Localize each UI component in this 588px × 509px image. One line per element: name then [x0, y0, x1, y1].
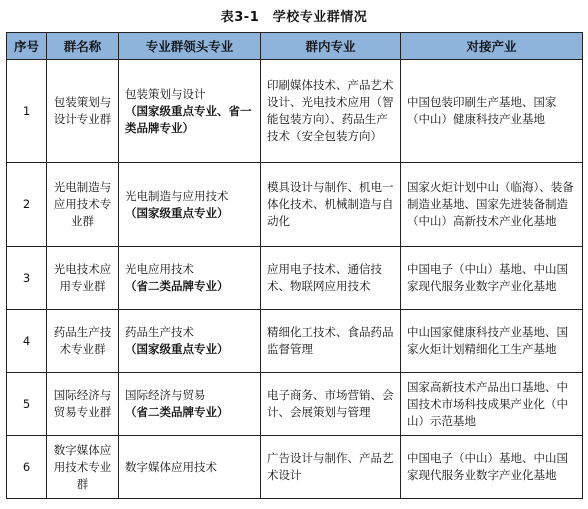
- table-caption: 表3-1 学校专业群情况: [220, 10, 368, 25]
- row-group: 光电制造与应用技术专业群: [47, 163, 119, 247]
- row-members: 电子商务、市场营销、会计、会展策划与管理: [261, 373, 401, 436]
- row-industry: 中国电子（中山）基地、中山国家现代服务业数字产业化基地: [401, 247, 583, 310]
- table-row: [7, 373, 583, 436]
- lead-name: 国际经济与贸易: [125, 388, 206, 402]
- row-lead: [119, 373, 261, 436]
- row-members: 精细化工技术、食品药品监督管理: [261, 310, 401, 373]
- row-members: 广告设计与制作、产品艺术设计: [261, 436, 401, 499]
- header-lead: 专业群领头专业: [119, 33, 261, 60]
- lead-name: 包装策划与设计: [125, 86, 206, 101]
- header-row: [7, 33, 583, 60]
- row-industry: 国家高新技术产品出口基地、中国技术市场科技成果产业化（中山）示范基地: [401, 373, 583, 436]
- row-lead: [119, 310, 261, 373]
- lead-note: （国家级重点专业）: [125, 205, 229, 220]
- row-industry: 国家火炬计划中山（临海）、装备制造业基地、国家先进装备制造（中山）高新技术产业化基地: [401, 163, 583, 247]
- row-lead: [119, 436, 261, 499]
- lead-name: 数字媒体应用技术: [125, 459, 217, 474]
- row-group: 药品生产技术专业群: [47, 310, 119, 373]
- row-no: 2: [7, 163, 47, 247]
- table-row: [7, 436, 583, 499]
- table-row: [7, 247, 583, 310]
- lead-note: （省二类品牌专业）: [125, 279, 229, 293]
- table-row: [7, 60, 583, 163]
- header-group: 群名称: [47, 33, 119, 60]
- row-industry: 中国电子（中山）基地、中山国家现代服务业数字产业化基地: [401, 436, 583, 499]
- row-no: 5: [7, 373, 47, 436]
- row-no: 4: [7, 310, 47, 373]
- row-lead: [119, 60, 261, 163]
- row-members: 应用电子技术、通信技术、物联网应用技术: [261, 247, 401, 310]
- header-members: 群内专业: [261, 33, 401, 60]
- lead-note: （国家级重点专业、省一类品牌专业）: [125, 103, 252, 135]
- row-group: 光电技术应用专业群: [47, 247, 119, 310]
- lead-note: （省二类品牌专业）: [125, 405, 229, 419]
- row-industry: 中国包装印刷生产基地、国家（中山）健康科技产业基地: [401, 60, 583, 163]
- row-no: 6: [7, 436, 47, 499]
- table-row: [7, 163, 583, 247]
- row-group: 数字媒体应用技术专业群: [47, 436, 119, 499]
- header-no: 序号: [7, 33, 47, 60]
- lead-note: （国家级重点专业）: [125, 342, 229, 356]
- lead-name: 光电制造与应用技术: [125, 188, 229, 203]
- row-members: 印刷媒体技术、产品艺术设计、光电技术应用（智能包装方向）、药品生产技术（安全包装方向）: [261, 60, 401, 163]
- row-industry: 中山国家健康科技产业基地、国家火炬计划精细化工生产基地: [401, 310, 583, 373]
- header-industry: 对接产业: [401, 33, 583, 60]
- table-row: [7, 310, 583, 373]
- lead-name: 药品生产技术: [125, 325, 194, 339]
- major-groups-table: [6, 32, 583, 499]
- row-members: 模具设计与制作、机电一体化技术、机械制造与自动化: [261, 163, 401, 247]
- row-no: 3: [7, 247, 47, 310]
- row-lead: [119, 247, 261, 310]
- row-lead: [119, 163, 261, 247]
- row-group: 包装策划与设计专业群: [47, 60, 119, 163]
- row-no: 1: [7, 60, 47, 163]
- row-group: 国际经济与贸易专业群: [47, 373, 119, 436]
- lead-name: 光电应用技术: [125, 262, 194, 276]
